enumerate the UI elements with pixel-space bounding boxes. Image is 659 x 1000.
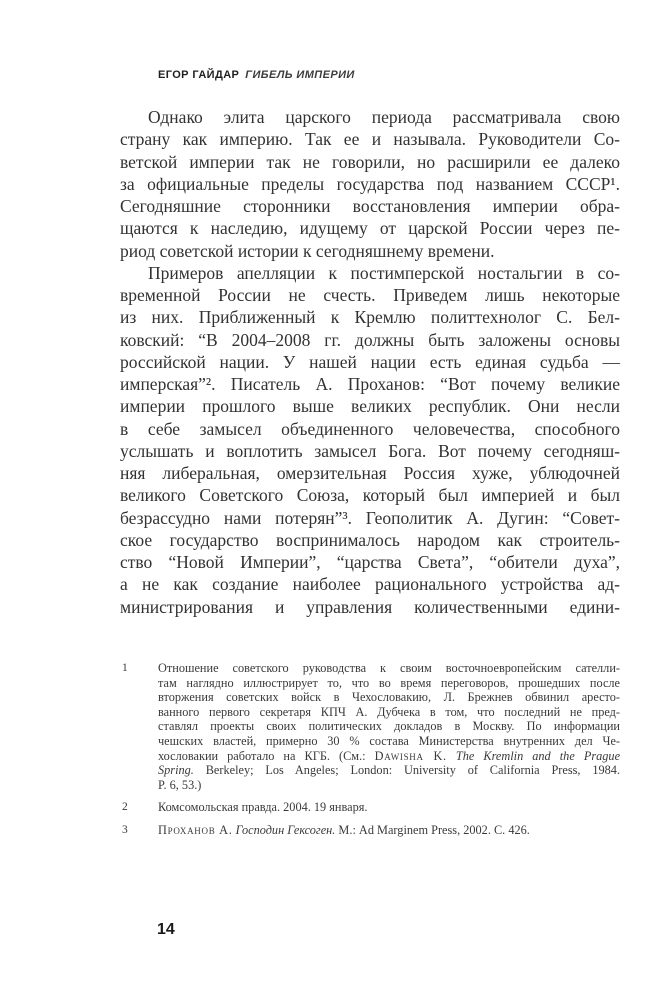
body-line: услышать и воплотить замысел Бога. Вот почему сегодняш-	[120, 440, 620, 461]
plain-text: вторжения советских войск в Чехословакию, Л. Брежнев обвинил аресто-	[158, 690, 620, 705]
body-line: в себе замысел объединенного человечества, способного	[120, 418, 620, 439]
plain-text: хословакии работало на КГБ. (См.:	[158, 748, 375, 763]
body-line: ское государство воспринималось народом как строитель-	[120, 529, 620, 550]
body-line: риод советской истории к сегодняшнему времени.	[120, 240, 495, 261]
footnote	[122, 823, 620, 838]
footnote	[122, 661, 620, 792]
paragraph	[120, 106, 620, 262]
body-line: империи прошлого выше великих республик. Они несли	[120, 396, 620, 417]
body-line: Сегодняшние сторонники восстановления империи обра-	[120, 196, 620, 216]
footnote-line	[158, 823, 620, 838]
plain-text: ставлял проекты своих политических докладов в Москву. По информации	[158, 719, 620, 734]
footnote-text	[158, 800, 620, 815]
plain-text: там наглядно иллюстрирует то, что во время переговоров, прошедших после	[158, 675, 620, 690]
footnote-number: 1	[122, 662, 128, 674]
footnote-line	[158, 705, 620, 720]
body-line: великого Советского Союза, который был империей и был	[120, 485, 620, 506]
footnote-text	[158, 823, 620, 838]
footnote	[122, 800, 620, 815]
body-text	[120, 106, 620, 618]
body-line: за официальные пределы государства под названием СССР¹.	[120, 173, 620, 194]
body-line: временной России не счесть. Приведем лишь некоторые	[120, 285, 620, 305]
smallcaps-text: Dawisha K.	[374, 748, 447, 763]
italic-text: The Kremlin and the Prague	[455, 748, 621, 763]
body-line: министрирования и управления количественными едини-	[120, 596, 620, 617]
italic-text: Spring.	[158, 763, 194, 778]
footnote-number: 3	[122, 823, 128, 836]
plain-text: М.: Ad Marginem Press, 2002. С. 426.	[335, 822, 530, 837]
italic-text: Господин Гексоген.	[235, 822, 336, 837]
plain-text: чешских властей, примерно 30 % состава Министерства внутренних дел Че-	[158, 733, 620, 748]
footnote-line	[158, 763, 620, 778]
body-line: безрассудно нами потерян”³. Геополитик А. Дугин: “Совет-	[120, 507, 620, 528]
body-line: ство “Новой Империи”, “царства Света”, “обители духа”,	[120, 552, 620, 572]
smallcaps-text: Проханов А.	[158, 822, 233, 837]
body-line: имперская”². Писатель А. Проханов: “Вот почему великие	[120, 374, 620, 394]
footnote-line	[158, 690, 620, 705]
footnote-line	[158, 778, 620, 793]
footnote-line	[158, 800, 620, 815]
plain-text: P. 6, 53.)	[158, 777, 202, 792]
body-line: ковский: “В 2004–2008 гг. должны быть заложены основы	[120, 329, 620, 350]
paragraph	[120, 262, 620, 618]
body-line: Примеров апелляции к постимперской ностальгии в со-	[148, 262, 620, 283]
footnote-line	[158, 676, 620, 691]
footnote-line	[158, 661, 620, 676]
plain-text: Отношение советского руководства к своим восточноевропейским сателли-	[158, 661, 620, 675]
footnote-line	[158, 734, 620, 749]
body-line: ветской империи так не говорили, но расширили ее далеко	[120, 151, 620, 172]
author-name: ЕГОР ГАЙДАР	[158, 69, 240, 81]
page-number: 14	[157, 921, 175, 938]
body-line: страну как империю. Так ее и называла. Руководители Со-	[120, 129, 620, 150]
footnote-text	[158, 661, 620, 792]
footnotes-section	[122, 661, 620, 846]
book-title: ГИБЕЛЬ ИМПЕРИИ	[245, 69, 355, 81]
plain-text	[447, 749, 456, 763]
body-line: из них. Приближенный к Кремлю политтехнолог С. Бел-	[120, 307, 620, 328]
plain-text: Комсомольская правда. 2004. 19 января.	[158, 800, 368, 815]
running-head	[158, 69, 355, 81]
footnote-number: 2	[122, 801, 128, 814]
body-line: российской нации. У нашей нации есть единая судьба —	[120, 351, 620, 372]
footnote-line	[158, 719, 620, 734]
plain-text: ванного первого секретаря КПЧ А. Дубчека в том, что последний не пред-	[158, 704, 620, 719]
plain-text: Berkeley; Los Angeles; London: University of California Press, 1984.	[193, 763, 620, 778]
body-line: няя либеральная, омерзительная Россия хуже, ублюдочней	[120, 463, 620, 483]
footnote-line	[158, 749, 620, 764]
body-line: щаются к наследию, идущему от царской России через пе-	[120, 218, 620, 239]
body-line: Однако элита царского периода рассматривала свою	[148, 107, 620, 127]
body-line: а не как создание наиболее рационального устройства ад-	[120, 574, 620, 595]
